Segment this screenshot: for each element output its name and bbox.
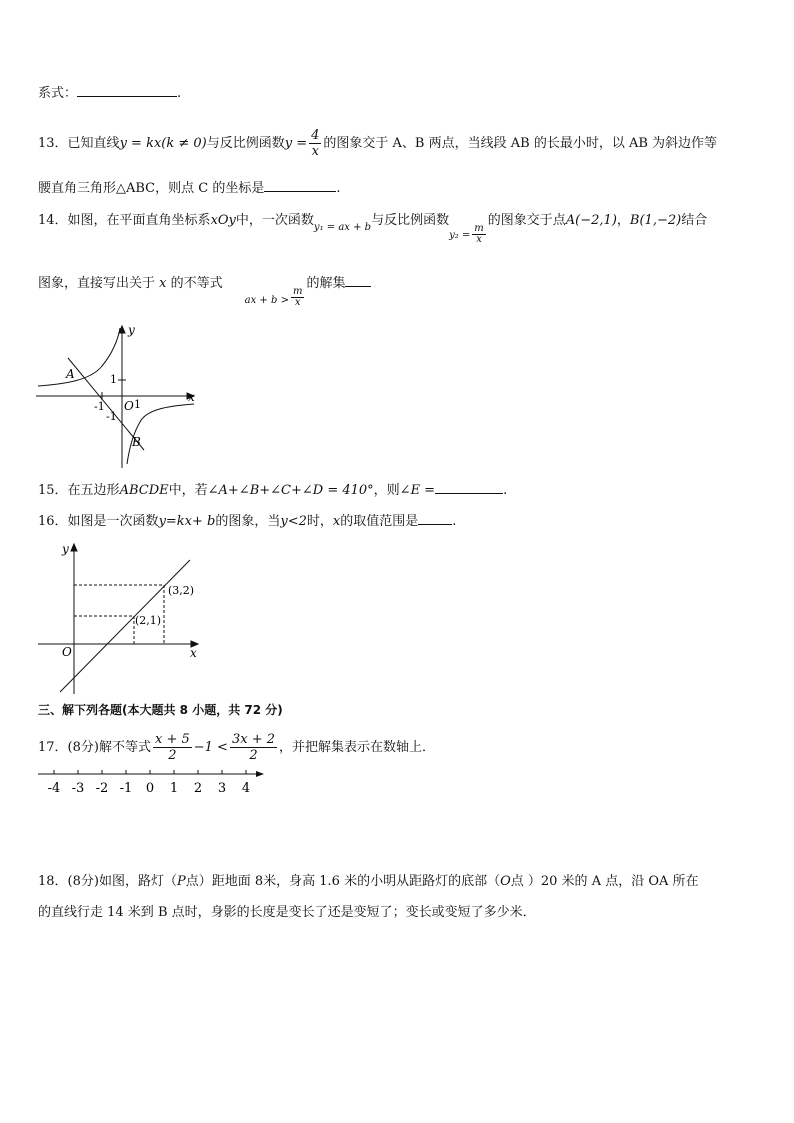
- q13-text: 腰直角三角形△ABC，则点 C 的坐标是: [38, 181, 265, 196]
- denominator: x: [476, 234, 482, 245]
- q14-point-b: B(1,−2): [629, 213, 682, 228]
- q14-inequality: ax + b >: [244, 295, 289, 306]
- q18-text: 的直线行走 14 米到 B 点时，身影的长度是变长了还是变短了；变长或变短了多少米．: [38, 905, 536, 920]
- number-line-label: 3: [217, 781, 227, 796]
- q16-text: 如图是一次函数: [67, 514, 159, 529]
- q14-text: 图象，直接写出关于: [38, 276, 156, 291]
- numerator: 3x + 2: [231, 732, 275, 747]
- period: .: [452, 514, 457, 529]
- question-14-line1: [38, 210, 708, 245]
- label-point-b: B: [132, 435, 141, 449]
- number-line-label: -3: [71, 781, 85, 796]
- denominator: 2: [249, 748, 258, 763]
- question-number: 14．: [38, 213, 68, 228]
- question-18-line1: [38, 873, 699, 891]
- number-line-label: 2: [193, 781, 203, 796]
- tick-y-neg1: -1: [106, 410, 117, 423]
- q18-point-p: P: [176, 874, 186, 889]
- q17-text: 解不等式: [98, 740, 151, 755]
- q16-text: 的图象，当: [215, 514, 281, 529]
- question-13-line2: [38, 177, 340, 198]
- question-score: (8分): [67, 740, 99, 755]
- q14-point-a: A(−2,1): [565, 213, 617, 228]
- tick-x-neg1: -1: [94, 400, 105, 413]
- numerator: x + 5: [154, 732, 190, 747]
- q15-text: 在五边形: [67, 483, 120, 498]
- q13-text: 已知直线: [67, 136, 120, 151]
- hyperbola-branch-upper-left: [38, 328, 120, 386]
- q14-text: 的不等式: [170, 276, 223, 291]
- denominator: x: [294, 297, 301, 308]
- q17-fraction-right: [230, 732, 277, 763]
- q15-shape: ABCDE: [119, 483, 169, 498]
- hyperbola-branch-lower-right: [127, 404, 194, 464]
- y-axis-arrow: [71, 544, 77, 551]
- answer-blank: [435, 479, 503, 494]
- q17-text: ，并把解集表示在数轴上．: [278, 740, 435, 755]
- q12-tail: 系式： .: [38, 82, 181, 103]
- number-line-label: -1: [119, 781, 133, 796]
- section-heading: 三、解下列各题(本大题共 8 小题，共 72 分): [38, 703, 283, 717]
- q15-text: 中，若: [168, 483, 208, 498]
- figure-14-graph: [36, 322, 202, 470]
- numerator: m: [474, 223, 484, 234]
- period: .: [503, 483, 508, 498]
- q14-text: 中，一次函数: [235, 213, 314, 228]
- q15-angle-e: ∠E =: [399, 483, 436, 498]
- q14-text: 结合: [681, 213, 708, 228]
- number-line-label: 0: [145, 781, 155, 796]
- q14-y2-fraction: [472, 224, 485, 245]
- label-origin: O: [124, 399, 134, 413]
- question-score: (8分): [67, 874, 99, 889]
- label-y: y: [128, 323, 135, 337]
- label-point-2-1: (2,1): [135, 614, 162, 627]
- label-x: x: [190, 646, 197, 660]
- denominator: 2: [168, 748, 177, 763]
- q14-text: 的图象交于点: [487, 213, 566, 228]
- numerator: m: [292, 286, 303, 297]
- q14-ineq-fraction: [291, 287, 304, 308]
- number-line-label: 4: [241, 781, 251, 796]
- number-line-label: -4: [47, 781, 61, 796]
- question-number: 15．: [38, 483, 68, 498]
- q17-fraction-left: [153, 732, 192, 763]
- q13-function: y =: [284, 136, 308, 151]
- label-point-3-2: (3,2): [168, 584, 195, 597]
- answer-blank: [264, 177, 336, 192]
- q14-text: 的解集: [306, 276, 346, 291]
- q16-text: 时，: [306, 514, 333, 529]
- q14-text: 如图，在平面直角坐标系: [67, 213, 211, 228]
- q14-x: x: [159, 276, 167, 291]
- number-line-label: 1: [169, 781, 179, 796]
- question-16: [38, 510, 456, 531]
- label-x: x: [188, 390, 195, 404]
- question-number: 18．: [38, 874, 68, 889]
- answer-blank: [77, 82, 177, 97]
- denominator: x: [311, 144, 319, 159]
- numerator: 4: [311, 128, 320, 143]
- q15-text: ，则: [373, 483, 400, 498]
- q14-y1: y₁ = ax + b: [313, 222, 372, 233]
- q18-text: 如图，路灯（: [98, 874, 177, 889]
- q14-text: 与反比例函数: [371, 213, 450, 228]
- answer-blank: [418, 510, 452, 525]
- comma: ，: [616, 213, 630, 228]
- figure-16-graph: [38, 538, 206, 696]
- q16-condition: y<2: [280, 514, 307, 529]
- q14-y2: y₂ =: [449, 230, 471, 241]
- number-line-label: -2: [95, 781, 109, 796]
- q16-equation: y=kx+ b: [158, 514, 216, 529]
- tick-x-1: 1: [134, 398, 141, 411]
- q15-equation: ∠A+∠B+∠C+∠D = 410°: [207, 483, 374, 498]
- label-origin: O: [62, 645, 72, 659]
- q13-fraction: [309, 128, 321, 159]
- question-14-line2: [38, 272, 371, 308]
- number-line-arrow: [256, 771, 264, 777]
- q18-point-o: O: [500, 874, 511, 889]
- question-number: 17．: [38, 740, 68, 755]
- q13-line-equation: y = kx(k ≠ 0): [119, 136, 207, 151]
- question-15: [38, 479, 507, 500]
- q16-text: 的取值范围是: [340, 514, 419, 529]
- q13-text: 的图象交于 A、B 两点，当线段 AB 的长最小时，以 AB 为斜边作等: [323, 136, 718, 151]
- q12-text: 系式：: [38, 86, 78, 101]
- period: .: [336, 181, 341, 196]
- q14-xoy: xOy: [210, 213, 236, 228]
- linear-function-line: [60, 560, 190, 692]
- label-y: y: [62, 542, 69, 556]
- q13-text: 与反比例函数: [206, 136, 285, 151]
- question-18-line2: [38, 904, 536, 922]
- tick-y-1: 1: [110, 373, 117, 386]
- question-number: 13．: [38, 136, 68, 151]
- answer-blank: [345, 272, 371, 287]
- q17-inequality-sign: −1 <: [193, 740, 228, 755]
- label-point-a: A: [66, 367, 75, 381]
- q18-text: 点 ）20 米的 A 点，沿 OA 所在: [510, 874, 699, 889]
- q18-text: 点）距地面 8米，身高 1.6 米的小明从距路灯的底部（: [185, 874, 501, 889]
- question-17: [38, 732, 435, 763]
- question-number: 16．: [38, 514, 68, 529]
- number-line: [36, 766, 268, 800]
- q16-x: x: [332, 514, 341, 529]
- question-13-line1: [38, 128, 717, 159]
